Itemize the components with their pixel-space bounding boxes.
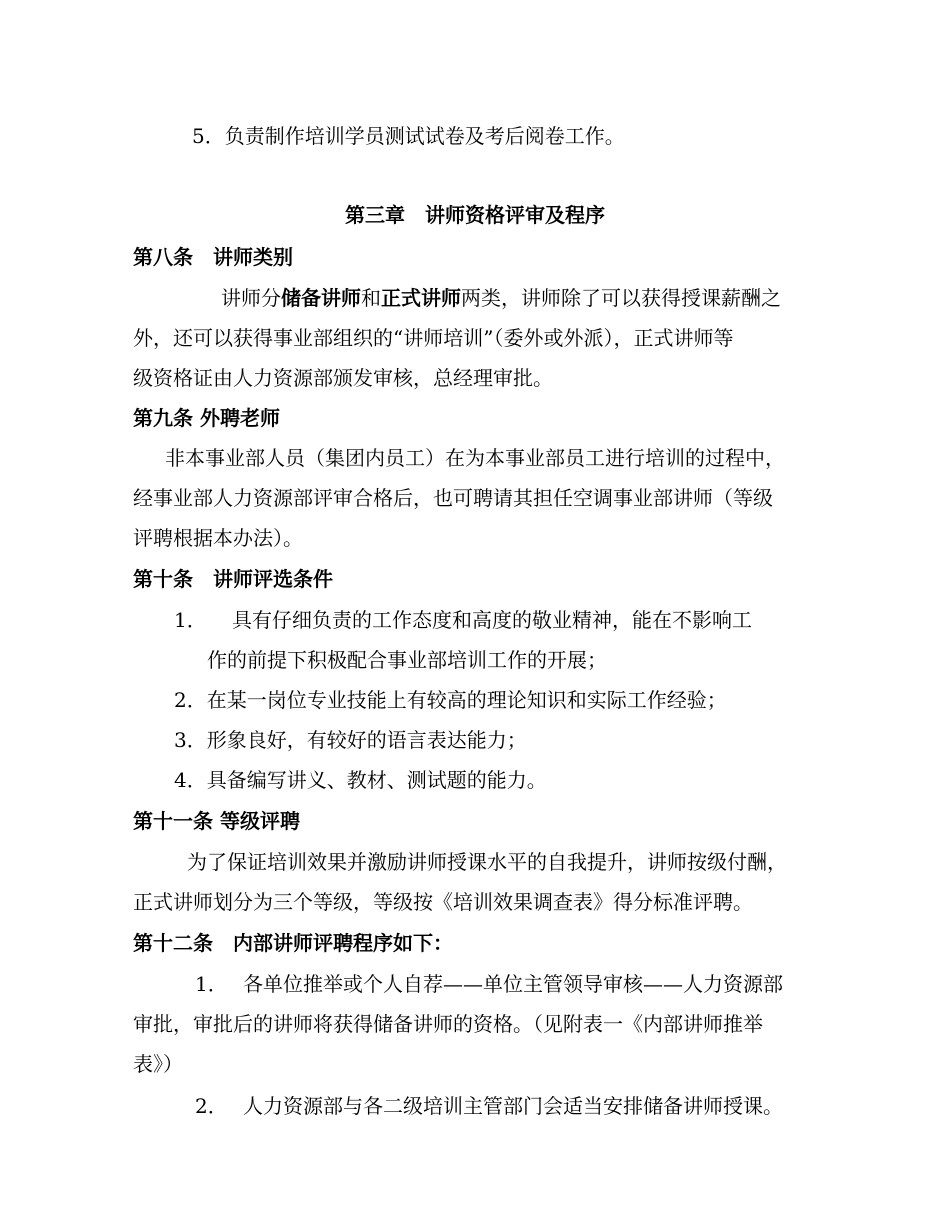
clause-5-text: 5．负责制作培训学员测试试卷及考后阅卷工作。: [192, 124, 625, 148]
article-9-paragraph-line-3: 评聘根据本办法）。: [133, 526, 303, 550]
article-11-paragraph-line-1: 为了保证培训效果并激励讲师授课水平的自我提升，讲师按级付酬，: [187, 850, 787, 874]
article-8-paragraph-line-3: 级资格证由人力资源部颁发审核，总经理审批。: [133, 366, 553, 390]
article-12-title: 第十二条 内部讲师评聘程序如下：: [133, 931, 453, 955]
article-12-item-1-line-2: 审批，审批后的讲师将获得储备讲师的资格。（见附表一《内部讲师推举: [133, 1012, 763, 1036]
text-run: 讲师分: [221, 286, 281, 310]
article-8-title: 第八条 讲师类别: [133, 245, 293, 269]
article-12-item-1-number: 1．: [195, 972, 228, 996]
article-8-paragraph-line-2: 外，还可以获得事业部组织的“讲师培训”（委外或外派），正式讲师等: [133, 326, 734, 350]
article-10-title: 第十条 讲师评选条件: [133, 567, 333, 591]
article-9-paragraph-line-1: 非本事业部人员（集团内员工）在为本事业部员工进行培训的过程中，: [165, 446, 785, 470]
text-run: 和: [361, 286, 381, 310]
article-12-item-2-text: 人力资源部与各二级培训主管部门会适当安排储备讲师授课。: [243, 1094, 783, 1118]
text-run: 两类，讲师除了可以获得授课薪酬之: [461, 286, 781, 310]
article-12-item-1-line-3: 表》）: [133, 1052, 183, 1076]
article-10-item-1-number: 1．: [174, 608, 207, 632]
article-12-item-2-number: 2．: [195, 1094, 228, 1118]
article-10-item-1-line-1: 具有仔细负责的工作态度和高度的敬业精神，能在不影响工: [232, 608, 752, 632]
article-11-title: 第十一条 等级评聘: [133, 809, 300, 833]
article-10-item-3: 3．形象良好，有较好的语言表达能力；: [174, 728, 527, 752]
article-12-item-1-line-1: 各单位推举或个人自荐——单位主管领导审核——人力资源部: [243, 972, 783, 996]
article-11-paragraph-line-2: 正式讲师划分为三个等级，等级按《培训效果调查表》得分标准评聘。: [133, 890, 753, 914]
article-8-paragraph-line-1: [221, 284, 781, 312]
bold-term-reserve-lecturer: 储备讲师: [281, 286, 361, 310]
chapter-title: 第三章 讲师资格评审及程序: [345, 203, 605, 227]
article-10-item-2: 2．在某一岗位专业技能上有较高的理论知识和实际工作经验；: [174, 688, 727, 712]
article-10-item-1-line-2: 作的前提下积极配合事业部培训工作的开展；: [207, 648, 607, 672]
article-10-item-4: 4．具备编写讲义、教材、测试题的能力。: [174, 768, 547, 792]
article-9-paragraph-line-2: 经事业部人力资源部评审合格后，也可聘请其担任空调事业部讲师（等级: [133, 486, 773, 510]
bold-term-formal-lecturer: 正式讲师: [381, 286, 461, 310]
article-9-title: 第九条 外聘老师: [133, 406, 280, 430]
